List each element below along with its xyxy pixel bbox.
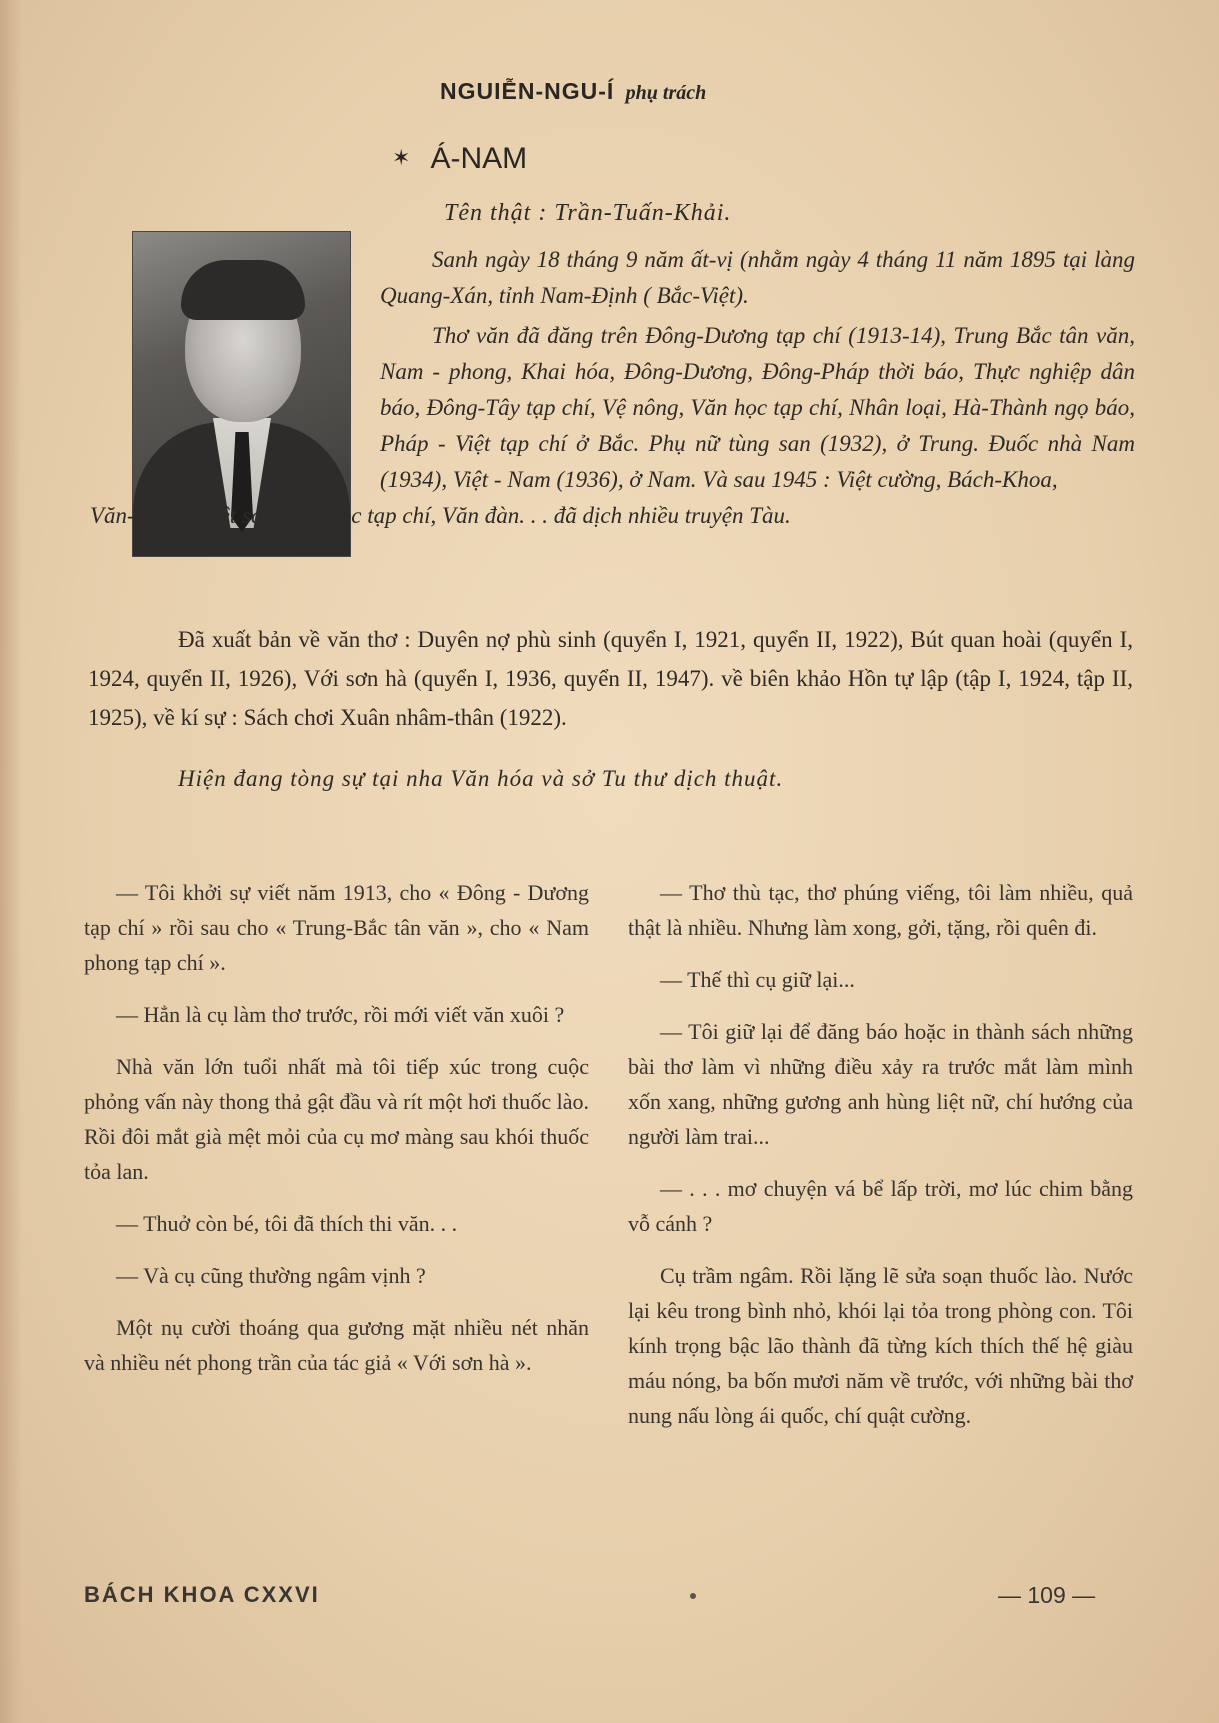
interview-paragraph: Một nụ cười thoáng qua gương mặt nhiều nét nhăn và nhiều nét phong trần của tác giả « Với sơn hà ». — [84, 1315, 589, 1375]
paper-edge — [0, 0, 22, 1723]
publication-footer: BÁCH KHOA CXXVI — [84, 1582, 320, 1607]
interview-right-column — [628, 875, 1133, 1450]
published-works — [88, 620, 1133, 798]
works-paragraph: Đã xuất bản về văn thơ : Duyên nợ phù sinh (quyển I, 1921, quyển II, 1922), Bút quan hoài (quyển I, 1924, quyển II, 1926), Với sơn hà (quyển I, 1936, quyển II, 1947). về biên khảo Hồn tự lập (tập I, 1924, tập II, 1925), về kí sự : Sách chơi Xuân nhâm-thân (1922). — [88, 627, 1133, 730]
interview-paragraph: — Thuở còn bé, tôi đã thích thi văn. . . — [116, 1211, 458, 1236]
profile-title: Á-NAM — [430, 142, 528, 175]
interview-paragraph: Cụ trầm ngâm. Rồi lặng lẽ sửa soạn thuốc lào. Nước lại kêu trong bình nhỏ, khói lại tỏa trong phòng con. Tôi kính trọng bậc lão thành đã từng kích thích thế hệ giàu máu nóng, ba bốn mươi năm về trước, với những bài thơ nung nấu lòng ái quốc, chí quật cường. — [628, 1263, 1133, 1428]
interview-paragraph: — Tôi khởi sự viết năm 1913, cho « Đông - Dương tạp chí » rồi sau cho « Trung-Bắc tân văn », cho « Nam phong tạp chí ». — [84, 880, 589, 975]
real-name: Tên thật : Trần-Tuấn-Khải. — [444, 200, 732, 226]
column-byline — [440, 78, 1000, 105]
byline-author: NGUIỄN-NGU-Í — [440, 78, 615, 104]
interview-paragraph: — Thơ thù tạc, thơ phúng viếng, tôi làm nhiều, quả thật là nhiều. Nhưng làm xong, gởi, tặng, rồi quên đi. — [628, 880, 1133, 940]
footer-dot — [690, 1593, 696, 1599]
interview-paragraph: — Hẳn là cụ làm thơ trước, rồi mới viết văn xuôi ? — [116, 1002, 565, 1027]
interview-paragraph: — Thế thì cụ giữ lại... — [660, 967, 855, 992]
bio-tail: Văn-hóa nguyệt san, Văn học tạp chí, Văn đàn. . . đã dịch nhiều truyện Tàu. — [90, 503, 791, 528]
author-biography — [90, 242, 1135, 534]
byline-role: phụ trách — [625, 82, 707, 104]
page-number: — 109 — — [998, 1582, 1096, 1608]
interview-paragraph: — Và cụ cũng thường ngâm vịnh ? — [116, 1263, 426, 1288]
interview-paragraph: — . . . mơ chuyện vá bể lấp trời, mơ lúc chim bằng vỗ cánh ? — [628, 1176, 1133, 1236]
interview-paragraph: — Tôi giữ lại để đăng báo hoặc in thành sách những bài thơ làm vì những điều xảy ra trước mắt làm mình xốn xang, những gương anh hùng liệt nữ, chí hướng của người làm trai... — [628, 1019, 1133, 1149]
profile-heading — [392, 142, 527, 176]
bio-paragraph: Thơ văn đã đăng trên Đông-Dương tạp chí (1913-14), Trung Bắc tân văn, Nam - phong, Khai hóa, Đông-Dương, Đông-Pháp thời báo, Thực nghiệp dân báo, Đông-Tây tạp chí, Vệ nông, Văn học tạp chí, Nhân loại, Hà-Thành ngọ báo, Pháp - Việt tạp chí ở Bắc. Phụ nữ tùng san (1932), ở Trung. Đuốc nhà Nam (1934), Việt - Nam (1936), ở Nam. Và sau 1945 : Việt cường, Bách-Khoa, — [380, 323, 1135, 492]
bio-paragraph: Sanh ngày 18 tháng 9 năm ất-vị (nhằm ngày 4 tháng 11 năm 1895 tại làng Quang-Xán, tỉnh Nam-Định ( Bắc-Việt). — [380, 247, 1135, 308]
interview-paragraph: Nhà văn lớn tuổi nhất mà tôi tiếp xúc trong cuộc phỏng vấn này thong thả gật đầu và rít một hơi thuốc lào. Rồi đôi mắt già mệt mỏi của cụ mơ màng sau khói thuốc tỏa lan. — [84, 1054, 589, 1184]
interview-left-column — [84, 875, 589, 1397]
current-position: Hiện đang tòng sự tại nha Văn hóa và sở Tu thư dịch thuật. — [178, 766, 784, 791]
star-icon: ✶ — [392, 145, 411, 170]
